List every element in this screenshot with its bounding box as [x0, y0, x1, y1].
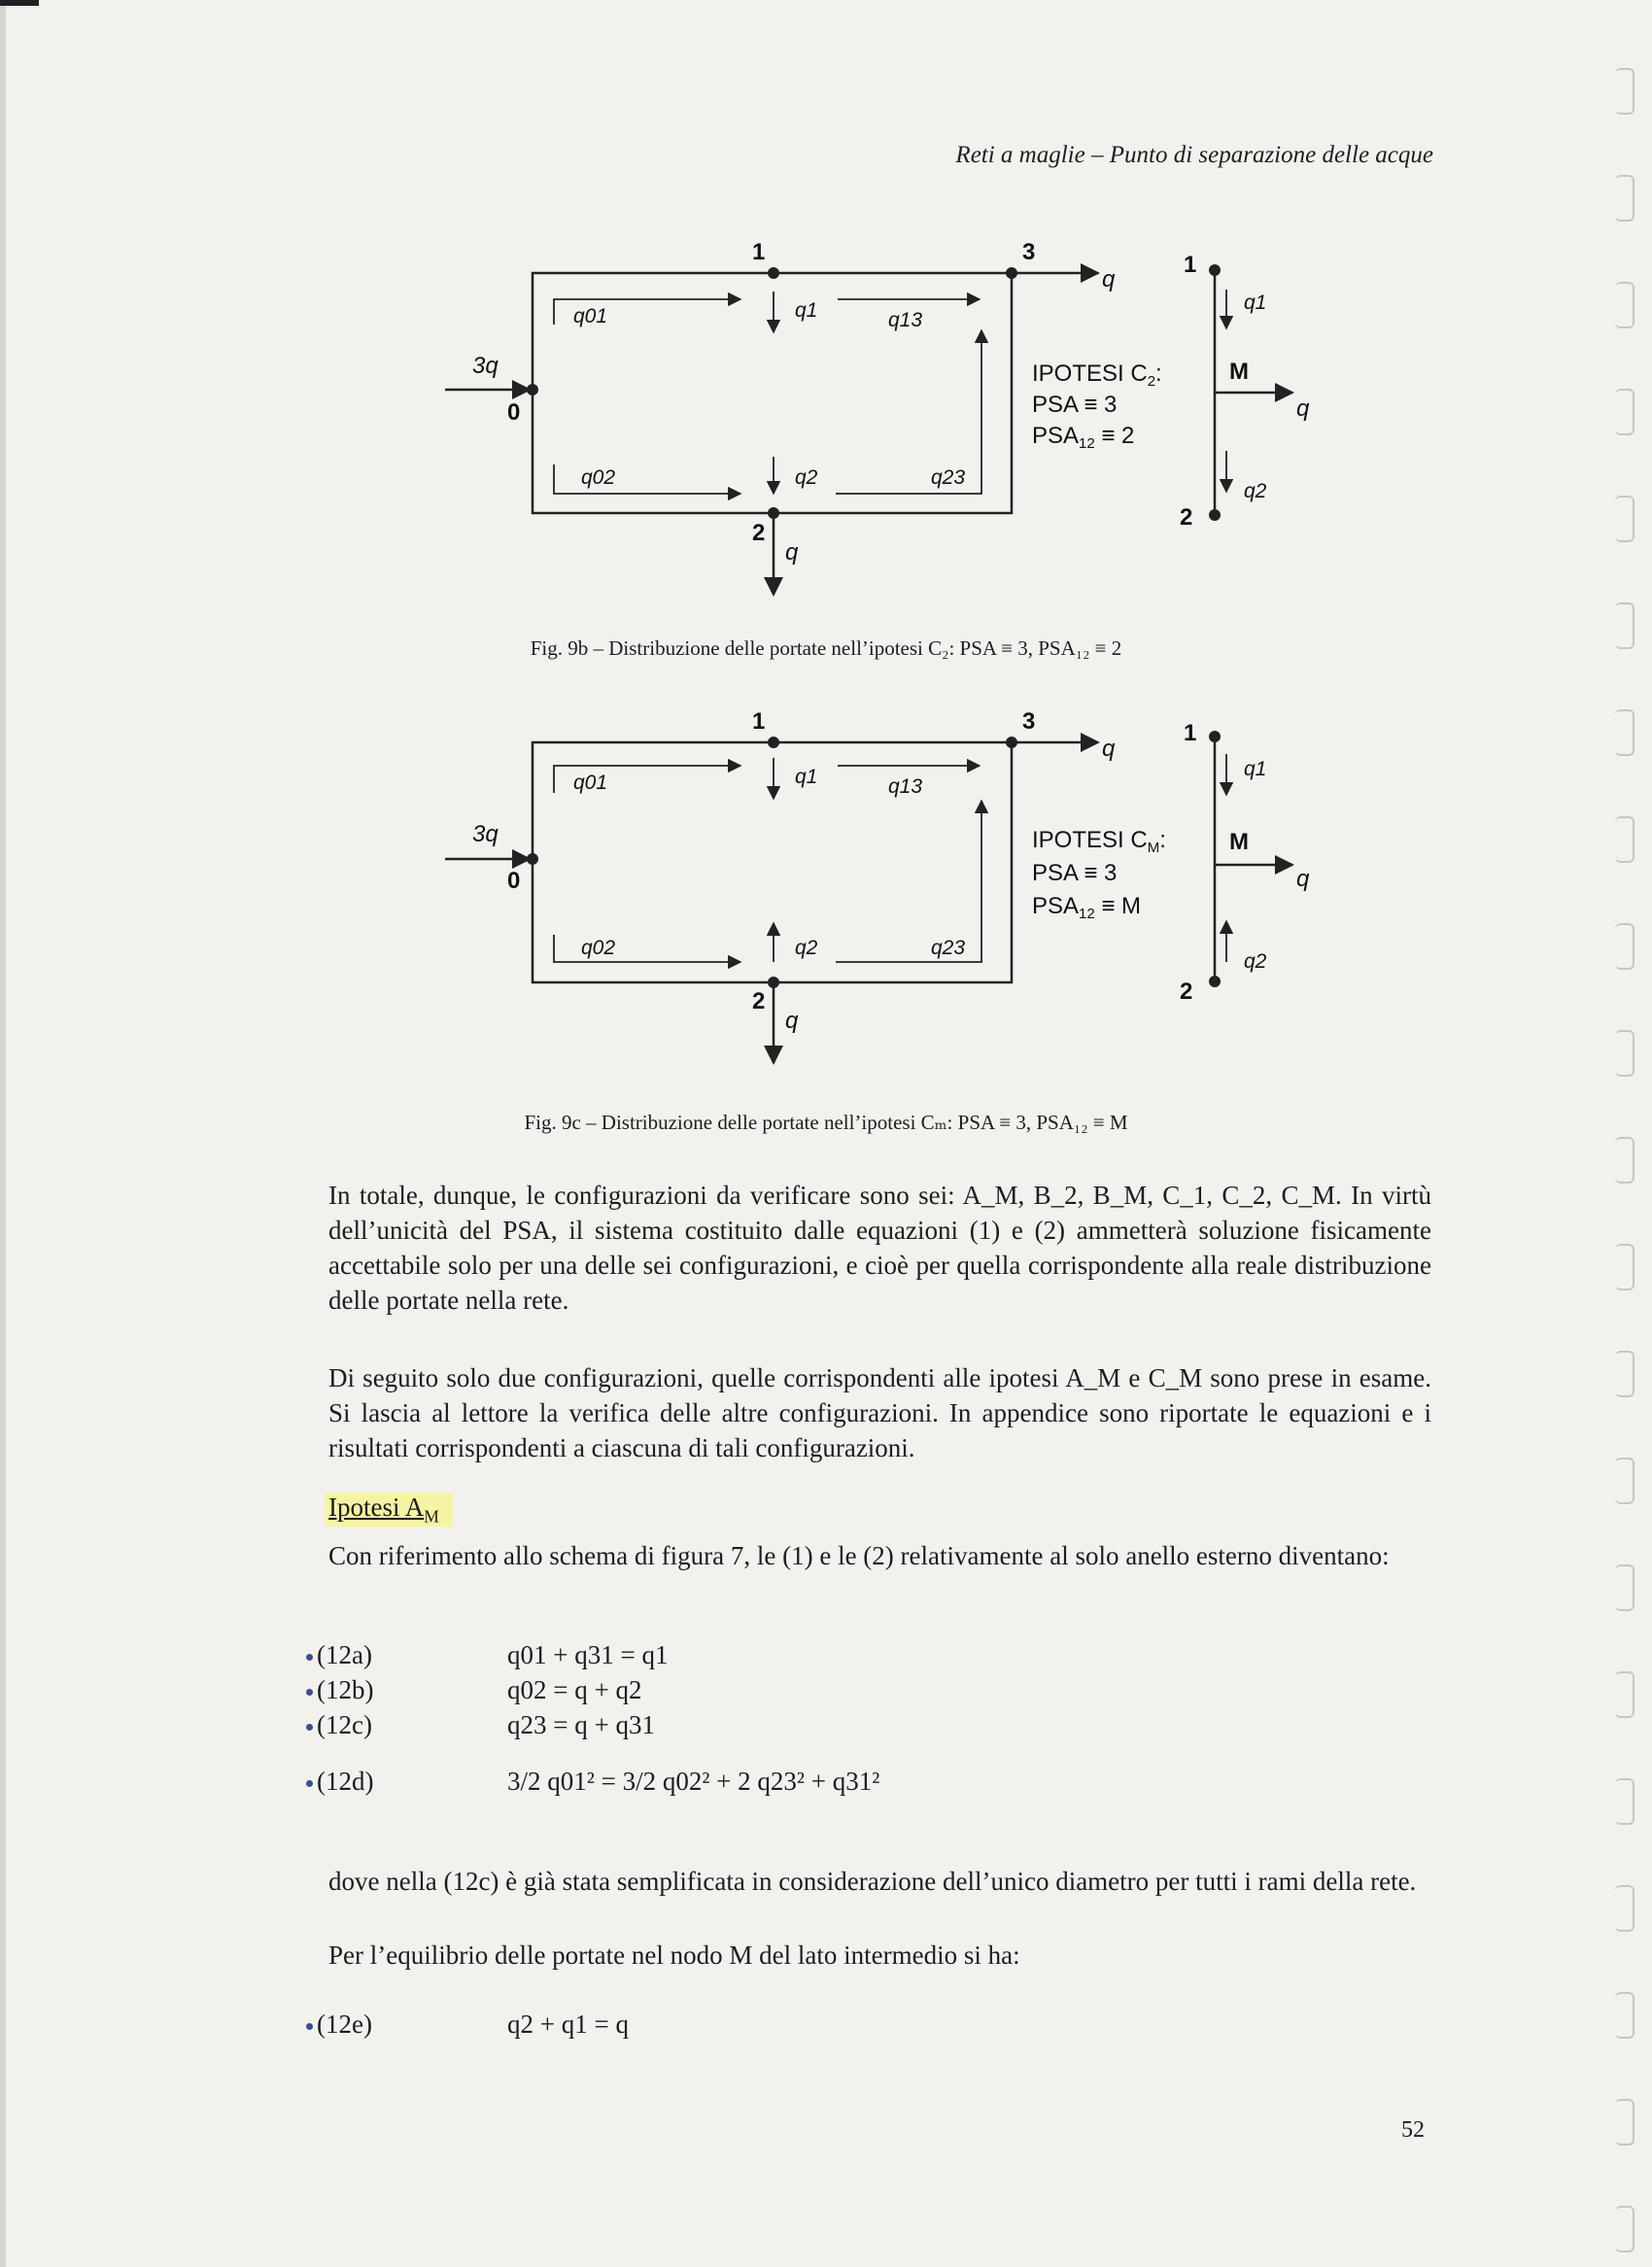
psa-value: PSA ≡ 3 — [1032, 392, 1118, 418]
binder-hole — [1615, 2206, 1635, 2252]
binder-hole — [1615, 1778, 1635, 1825]
paragraph-selected-hypotheses: Di seguito solo due configurazioni, quelle corrispondenti alle ipotesi A_M e C_M sono prese in esame. Si lascia al lettore la verifica delle altre configurazioni. In appendice sono riportate le equazioni e i risultati corrispondenti a ciascuna di tali configurazioni. — [328, 1363, 1431, 1462]
binder-hole — [1615, 1244, 1635, 1290]
bullet-icon — [306, 1654, 313, 1661]
side-q1-label: q1 — [1244, 758, 1267, 780]
side-node-1-label: 1 — [1184, 252, 1197, 278]
node-1-label: 1 — [752, 239, 766, 265]
bullet-icon — [306, 1689, 313, 1696]
binder-hole — [1615, 1030, 1635, 1077]
binder-hole — [1615, 1992, 1635, 2039]
side-node-1-label: 1 — [1184, 720, 1197, 746]
hypothesis-title: IPOTESI $C_2$: — [1032, 361, 1162, 390]
q1-label: q1 — [795, 299, 818, 322]
bullet-icon — [306, 1780, 313, 1787]
psa12-value: $PSA_{12} \equiv M$ — [1032, 893, 1142, 922]
binder-hole — [1615, 282, 1635, 328]
node-0-label: 0 — [507, 399, 521, 426]
binder-hole — [1615, 709, 1635, 756]
page-number: 52 — [1401, 2117, 1425, 2143]
outflow-M-label: q — [1296, 395, 1310, 422]
binder-hole — [1615, 389, 1635, 435]
q23-label: q23 — [931, 466, 966, 489]
side-q2-label: q2 — [1244, 480, 1267, 502]
outflow-2-label: q — [785, 539, 799, 566]
binder-hole — [1615, 1564, 1635, 1611]
binder-hole — [1615, 496, 1635, 542]
paragraph-note: dove nella (12c) è già stata semplificata in considerazione dell’unico diametro per tutti i rami della rete. — [328, 1867, 1417, 1896]
bullet-icon — [306, 1724, 313, 1731]
paragraph-intro: Con riferimento allo schema di figura 7, le (1) e le (2) relativamente al solo anello esterno diventano: — [328, 1541, 1390, 1570]
binder-hole — [1615, 602, 1635, 649]
side-node-2-label: 2 — [1180, 504, 1193, 531]
figure-9b-caption: Fig. 9b – Distribuzione delle portate nell’ipotesi C₂: PSA ≡ 3, PSA₁₂ ≡ 2 — [530, 636, 1122, 660]
running-header: Reti a maglie – Punto di separazione delle acque — [955, 142, 1433, 168]
binder-hole — [1615, 1458, 1635, 1504]
bullet-icon — [306, 2023, 313, 2030]
outflow-3-label: q — [1102, 736, 1116, 762]
outflow-3-label: q — [1102, 266, 1116, 292]
q02-label: q02 — [581, 466, 616, 489]
psa12-value: $PSA_{12} \equiv 2$ — [1032, 423, 1135, 452]
binder-hole — [1615, 1351, 1635, 1397]
q1-label: q1 — [795, 766, 818, 788]
side-node-M-label: M — [1229, 829, 1249, 855]
outflow-M-label: q — [1296, 866, 1310, 892]
paragraph-equilibrium: Per l’equilibrio delle portate nel nodo M del lato intermedio si ha: — [328, 1941, 1020, 1970]
q13-label: q13 — [888, 309, 923, 331]
figure-9c-caption: Fig. 9c – Distribuzione delle portate nell’ipotesi Cₘ: PSA ≡ 3, PSA₁₂ ≡ M — [524, 1111, 1128, 1134]
binder-hole — [1615, 816, 1635, 863]
side-q2-label: q2 — [1244, 950, 1267, 973]
binder-hole — [1615, 1671, 1635, 1718]
q02-label: q02 — [581, 937, 616, 959]
node-3-label: 3 — [1022, 239, 1036, 265]
inflow-label: 3q — [472, 353, 499, 379]
figure-9c — [0, 0, 1652, 1117]
binder-hole — [1615, 2099, 1635, 2146]
paragraph-configurations: In totale, dunque, le configurazioni da verificare sono sei: A_M, B_2, B_M, C_1, C_2, C_M. In virtù dell’unicità del PSA, il sistema costituito dalle equazioni (1) e (2) ammetterà soluzione fisicamente accettabile solo per una delle sei configurazioni, e cioè per quella corrispondente alla reale distribuzione delle portate nella rete. — [328, 1181, 1431, 1315]
side-q1-label: q1 — [1244, 292, 1267, 314]
node-2-label: 2 — [752, 988, 766, 1014]
q01-label: q01 — [573, 305, 608, 327]
side-node-M-label: M — [1229, 359, 1249, 385]
binder-hole — [1615, 175, 1635, 222]
q2-label: q2 — [795, 937, 818, 959]
q2-label: q2 — [795, 466, 818, 489]
side-node-2-label: 2 — [1180, 979, 1193, 1005]
hypothesis-title: IPOTESI $C_M$: — [1032, 827, 1166, 856]
section-title-ipotesi-am: Ipotesi $A_M$ — [325, 1493, 453, 1527]
inflow-label: 3q — [472, 821, 499, 847]
binder-hole — [1615, 68, 1635, 115]
binder-hole — [1615, 1885, 1635, 1932]
psa-value: PSA ≡ 3 — [1032, 860, 1118, 886]
node-0-label: 0 — [507, 868, 521, 894]
q01-label: q01 — [573, 772, 608, 794]
q13-label: q13 — [888, 775, 923, 798]
outflow-2-label: q — [785, 1008, 799, 1034]
node-1-label: 1 — [752, 708, 766, 735]
node-2-label: 2 — [752, 520, 766, 546]
q23-label: q23 — [931, 937, 966, 959]
node-3-label: 3 — [1022, 708, 1036, 735]
binder-hole — [1615, 923, 1635, 970]
binder-hole — [1615, 1137, 1635, 1184]
